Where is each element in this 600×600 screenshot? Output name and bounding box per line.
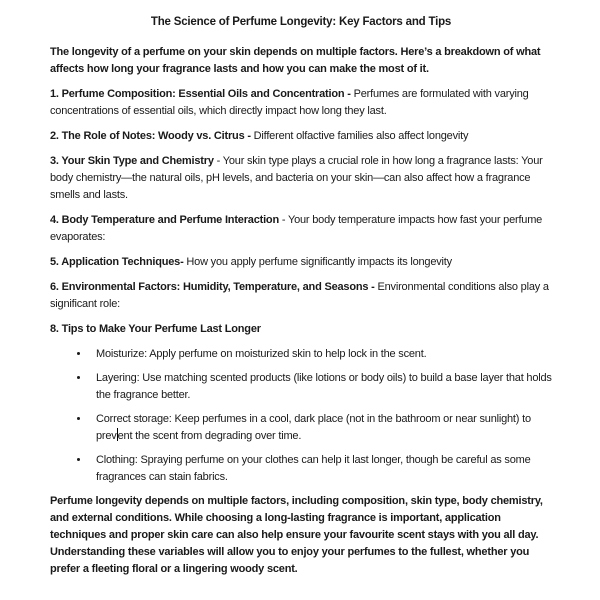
list-item-clothing: • Clothing: Spraying perfume on your clothes can help it last longer, though be careful as some fragrances can stain fabrics.	[90, 452, 552, 486]
section-paragraph-3	[50, 153, 552, 204]
section-body-2: Different olfactive families also affect longevity	[250, 130, 469, 142]
section-heading-6: 6. Environmental Factors: Humidity, Temperature, and Seasons -	[50, 281, 375, 293]
list-item-correct-storage	[90, 411, 552, 445]
document-title: The Science of Perfume Longevity: Key Factors and Tips	[150, 16, 452, 28]
section-heading-3: 3. Your Skin Type and Chemistry	[50, 155, 214, 167]
section-heading-4: 4. Body Temperature and Perfume Interaction	[50, 214, 279, 226]
list-item-text-after-cursor: ent the scent from degrading over time.	[117, 430, 302, 442]
section-paragraph-1	[50, 86, 552, 120]
tips-list	[50, 346, 552, 486]
section-paragraph-5	[50, 254, 552, 271]
list-item-moisturize: • Moisturize: Apply perfume on moisturized skin to help lock in the scent.	[90, 346, 552, 363]
conclusion-paragraph: Perfume longevity depends on multiple factors, including composition, skin type, body chemistry, and external conditions. While choosing a long-lasting fragrance is important, application techniques and proper skin care can also help ensure your favourite scent stays with you all day. Understanding these variables will allow you to enjoy your perfumes to the fullest, whether you prefer a fleeting floral or a lingering woody scent.	[50, 495, 543, 575]
section-body-6: Environmental conditions also play a significant role:	[50, 281, 549, 310]
section-body-4: - Your body temperature impacts how fast your perfume evaporates:	[50, 214, 543, 243]
tips-heading: 8. Tips to Make Your Perfume Last Longer	[50, 323, 261, 335]
section-heading-5: 5. Application Techniques-	[50, 256, 184, 268]
section-heading-1: 1. Perfume Composition: Essential Oils and Concentration -	[50, 88, 351, 100]
section-paragraph-2	[50, 128, 552, 145]
section-body-3: - Your skin type plays a crucial role in how long a fragrance lasts: Your body chemistry—the natural oils, pH levels, and bacteria on your skin—can also affect how a fragrance smells and lasts.	[50, 155, 543, 201]
list-item-text-before-cursor: Correct storage: Keep perfumes in a cool, dark place (not in the bathroom or near sunlight) to prev	[96, 413, 531, 442]
intro-paragraph: The longevity of a perfume on your skin depends on multiple factors. Here’s a breakdown of what affects how long your fragrance lasts and how you can make the most of it.	[50, 46, 541, 75]
list-item-layering: • Layering: Use matching scented products (like lotions or body oils) to build a base layer that holds the fragrance better.	[90, 370, 552, 404]
section-body-5: How you apply perfume significantly impacts its longevity	[183, 256, 452, 268]
section-paragraph-6	[50, 279, 552, 313]
section-paragraph-4	[50, 212, 552, 246]
section-heading-2: 2. The Role of Notes: Woody vs. Citrus -	[50, 130, 251, 142]
section-body-1: Perfumes are formulated with varying concentrations of essential oils, which directly impact how long they last.	[50, 88, 529, 117]
